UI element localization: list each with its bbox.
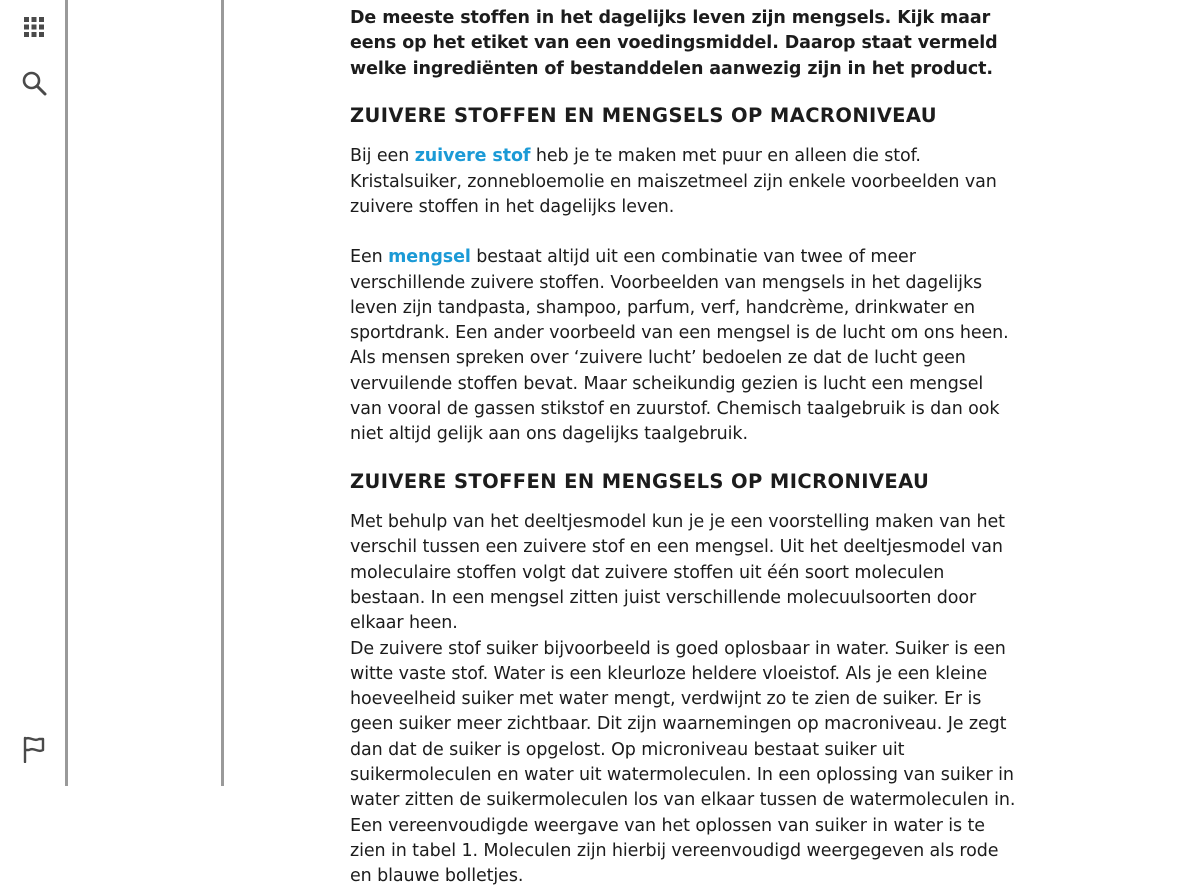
text-segment: Een [350,247,389,268]
paragraph-deeltjesmodel: Met behulp van het deeltjesmodel kun je je een voorstelling maken van het verschil tussen een zuivere stof en een mengsel. Uit het deeltjesmodel van moleculaire stoffen volgt dat zuivere stoffen uit één soort moleculen bestaan. In een mengsel zitten juist verschillende molecuulsoorten door elkaar heen. [350,512,1005,634]
text-segment: bestaat altijd uit een combinatie van twee of meer verschillende zuivere stoffen. Voorbeelden van mengsels in het dagelijks leven zijn tandpasta, shampoo, parfum, verf, handcrème, drinkwater en sportdrank. Een ander voorbeeld van een mengsel is de lucht om ons heen. Als mensen spreken over ‘zuivere lucht’ bedoelen ze dat de lucht geen vervuilende stoffen bevat. Maar scheikundig gezien is lucht een mengsel van vooral de gassen stikstof en zuurstof. Chemisch taalgebruik is dan ook niet altijd gelijk aan ons dagelijks taalgebruik. [350,247,1009,445]
sidebar [0,0,68,786]
text-segment: heb je te maken met puur en alleen die stof. Kristalsuiker, zonnebloemolie en maiszetmeel zijn enkele voorbeelden van zuivere stoffen in het dagelijks leven. [350,146,997,217]
paragraph-zuivere-stof [350,144,1020,220]
text-segment: Bij een [350,146,415,167]
search-icon[interactable] [17,66,51,100]
heading-microniveau: ZUIVERE STOFFEN EN MENGSELS OP MICRONIVEAU [350,469,930,493]
flag-icon[interactable] [17,732,51,766]
gutter-divider [221,0,224,786]
document-content [350,6,1020,890]
paragraph-gap [350,220,1020,245]
paragraph-suiker-water: De zuivere stof suiker bijvoorbeeld is goed oplosbaar in water. Suiker is een witte vaste stof. Water is een kleurloze heldere vloeistof. Als je een kleine hoeveelheid suiker met water mengt, verdwijnt zo te zien de suiker. Er is geen suiker meer zichtbaar. Dit zijn waarnemingen op macroniveau. Je zegt dan dat de suiker is opgelost. Op microniveau bestaat suiker uit suikermoleculen en water uit watermoleculen. In een oplossing van suiker in water zitten de suikermoleculen los van elkaar tussen de watermoleculen in. Een vereenvoudigde weergave van het oplossen van suiker in water is te zien in tabel 1. Moleculen zijn hierbij vereenvoudigd weergegeven als rode en blauwe bolletjes. [350,638,1016,887]
term-zuivere-stof[interactable]: zuivere stof [414,146,531,167]
apps-grid-icon[interactable] [17,10,51,44]
term-mengsel[interactable]: mengsel [388,247,471,268]
intro-paragraph: De meeste stoffen in het dagelijks leven zijn mengsels. Kijk maar eens op het etiket van een voedingsmiddel. Daarop staat vermeld welke ingrediënten of bestanddelen aanwezig zijn in het product. [350,8,998,79]
heading-macroniveau: ZUIVERE STOFFEN EN MENGSELS OP MACRONIVEAU [350,103,938,127]
paragraph-mengsel [350,245,1020,447]
